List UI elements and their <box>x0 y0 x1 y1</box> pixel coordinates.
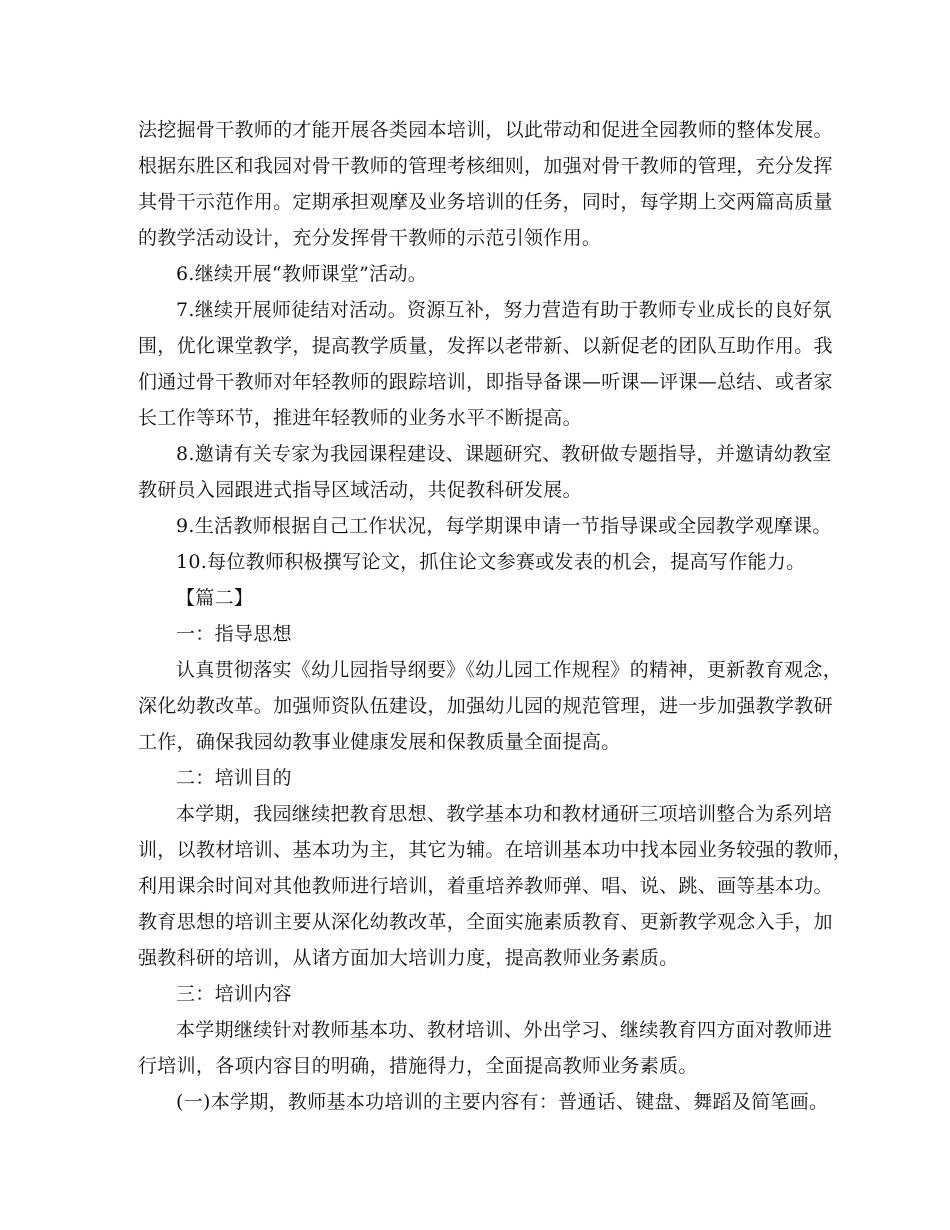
text-line: 工作，确保我园幼教事业健康发展和保教质量全面提高。 <box>138 731 621 753</box>
text-line: 法挖掘骨干教师的才能开展各类园本培训，以此带动和促进全园教师的整体发展。 <box>138 119 833 141</box>
text-line: 行培训，各项内容目的明确，措施得力，全面提高教师业务素质。 <box>138 1055 698 1077</box>
paragraph-start: (一)本学期，教师基本功培训的主要内容有：普通话、键盘、舞蹈及简笔画。 <box>176 1091 829 1113</box>
section-heading: 【篇二】 <box>176 587 254 609</box>
list-item: 6.继续开展“教师课堂”活动。 <box>176 263 428 285</box>
text-line: 其骨干示范作用。定期承担观摩及业务培训的任务，同时，每学期上交两篇高质量 <box>138 191 833 213</box>
text-line: 们通过骨干教师对年轻教师的跟踪培训，即指导备课—听课—评课—总结、或者家 <box>138 371 833 393</box>
paragraph-start: 本学期继续针对教师基本功、教材培训、外出学习、继续教育四方面对教师进 <box>176 1019 833 1041</box>
paragraph-start: 本学期，我园继续把教育思想、教学基本功和教材通研三项培训整合为系列培 <box>176 803 833 825</box>
text-line: 围，优化课堂教学，提高教学质量，发挥以老带新、以新促老的团队互助作用。我 <box>138 335 833 357</box>
paragraph-start: 认真贯彻落实《幼儿园指导纲要》《幼儿园工作规程》的精神，更新教育观念， <box>176 659 843 681</box>
subsection-heading: 一：指导思想 <box>176 623 292 645</box>
list-item: 7.继续开展师徒结对活动。资源互补，努力营造有助于教师专业成长的良好氛 <box>176 299 832 321</box>
text-line: 教育思想的培训主要从深化幼教改革，全面实施素质教育、更新教学观念入手，加 <box>138 911 833 933</box>
text-line: 根据东胜区和我园对骨干教师的管理考核细则，加强对骨干教师的管理，充分发挥 <box>138 155 833 177</box>
list-item: 10.每位教师积极撰写论文，抓住论文参赛或发表的机会，提高写作能力。 <box>176 551 806 573</box>
text-line: 长工作等环节，推进年轻教师的业务水平不断提高。 <box>138 407 582 429</box>
list-item: 9.生活教师根据自己工作状况，每学期课申请一节指导课或全园教学观摩课。 <box>176 515 832 537</box>
text-line: 深化幼教改革。加强师资队伍建设，加强幼儿园的规范管理，进一步加强教学教研 <box>138 695 833 717</box>
text-line: 强教科研的培训，从诸方面加大培训力度，提高教师业务素质。 <box>138 947 679 969</box>
document-body <box>138 112 853 1120</box>
text-line: 训，以教材培训、基本功为主，其它为辅。在培训基本功中找本园业务较强的教师， <box>138 839 853 861</box>
subsection-heading: 二：培训目的 <box>176 767 292 789</box>
list-item: 8.邀请有关专家为我园课程建设、课题研究、教研做专题指导，并邀请幼教室 <box>176 443 832 465</box>
text-line: 教研员入园跟进式指导区域活动，共促教科研发展。 <box>138 479 582 501</box>
text-line: 利用课余时间对其他教师进行培训，着重培养教师弹、唱、说、跳、画等基本功。 <box>138 875 833 897</box>
text-line: 的教学活动设计，充分发挥骨干教师的示范引领作用。 <box>138 227 602 249</box>
subsection-heading: 三：培训内容 <box>176 983 292 1005</box>
